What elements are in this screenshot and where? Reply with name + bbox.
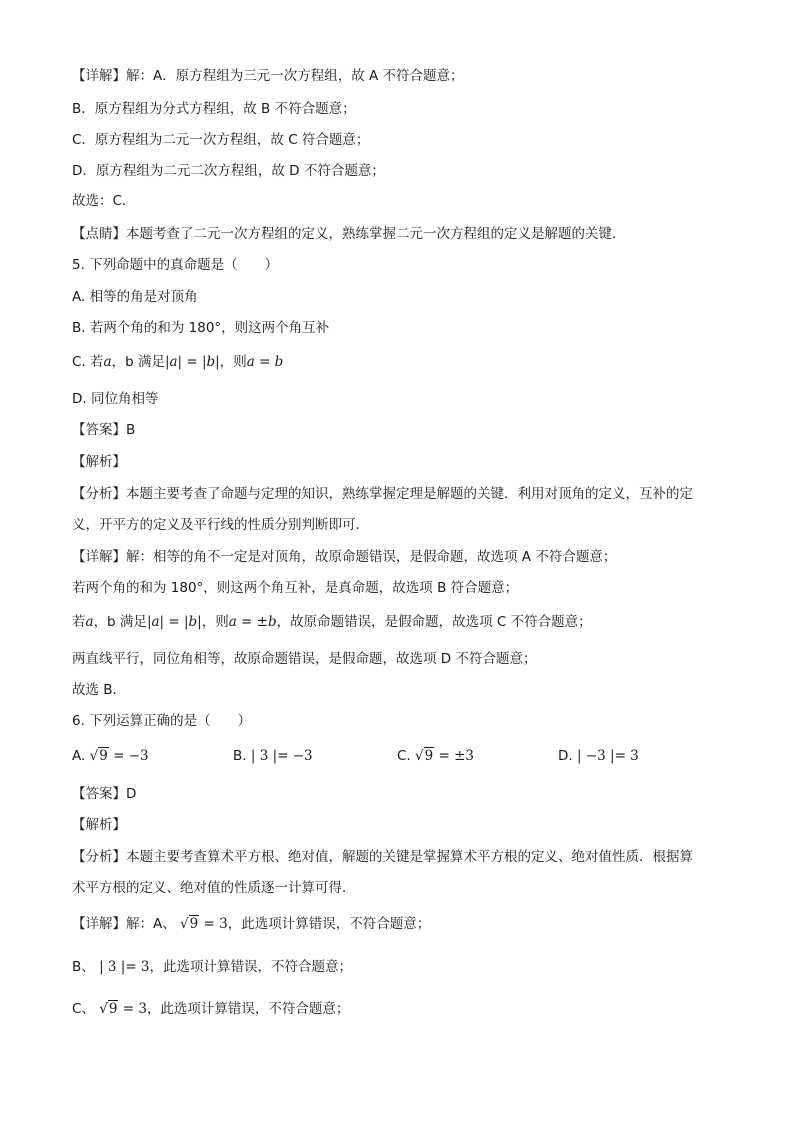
choice-line: 故选：C． (72, 193, 136, 209)
question-6-option-c: C. √9 = ±3 (397, 748, 475, 764)
analysis-5-line-2: 义，开平方的定义及平行线的性质分别判断即可． (72, 517, 369, 533)
question-5-option-c: C. 若a，b 满足|a| = |b|，则a = b (72, 354, 284, 370)
solution-line-b: B．原方程组为分式方程组，故 B 不符合题意； (72, 101, 356, 117)
detail-5-line-4: 两直线平行，同位角相等，故原命题错误，是假命题，故选项 D 不符合题意； (72, 651, 537, 667)
analysis-6-line-1: 【分析】本题主要考查算术平方根、绝对值，解题的关键是掌握算术平方根的定义、绝对值性质．根据算 (72, 849, 693, 865)
question-5-stem: 5. 下列命题中的真命题是（ ） (72, 257, 279, 273)
detail-5-line-5: 故选 B． (72, 682, 127, 698)
analysis-heading-5: 【解析】 (72, 454, 126, 470)
remark-line: 【点睛】本题考查了二元一次方程组的定义，熟练掌握二元一次方程组的定义是解题的关键． (72, 226, 626, 242)
detail-5-line-3: 若a，b 满足|a| = |b|，则a = ±b，故原命题错误，是假命题，故选项 C 不符合题意； (72, 614, 592, 630)
sqrt-symbol: √9 (415, 748, 434, 764)
solution-line-a: 【详解】解：A．原方程组为三元一次方程组，故 A 不符合题意； (72, 68, 464, 84)
analysis-6-line-2: 术平方根的定义、绝对值的性质逐一计算可得． (72, 880, 356, 896)
question-6-option-d: D. | −3 |= 3 (558, 748, 639, 764)
answer-6: 【答案】D (72, 786, 137, 802)
sqrt-symbol: √9 (89, 748, 108, 764)
detail-6-line-2: B、 | 3 |= 3，此选项计算错误，不符合题意； (72, 959, 353, 975)
sqrt-symbol: √9 (99, 1001, 118, 1017)
question-6-stem: 6. 下列运算正确的是（ ） (72, 713, 252, 729)
analysis-heading-6: 【解析】 (72, 817, 126, 833)
detail-6-line-3: C、 √9 = 3，此选项计算错误，不符合题意； (72, 1001, 350, 1017)
detail-6-line-1: 【详解】解：A、 √9 = 3，此选项计算错误，不符合题意； (72, 916, 431, 932)
analysis-5-line-1: 【分析】本题主要考查了命题与定理的知识，熟练掌握定理是解题的关键．利用对顶角的定义，互补的定 (72, 486, 693, 502)
detail-5-line-1: 【详解】解：相等的角不一定是对顶角，故原命题错误，是假命题，故选项 A 不符合题意； (72, 549, 617, 565)
solution-line-c: C．原方程组为二元一次方程组，故 C 符合题意； (72, 132, 370, 148)
solution-line-d: D．原方程组为二元二次方程组，故 D 不符合题意； (72, 163, 385, 179)
question-6-option-a: A. √9 = −3 (72, 748, 149, 764)
sqrt-symbol: √9 (180, 916, 199, 932)
question-5-option-d: D. 同位角相等 (72, 391, 159, 407)
question-5-option-a: A. 相等的角是对顶角 (72, 289, 198, 305)
answer-5: 【答案】B (72, 422, 136, 438)
question-5-option-b: B. 若两个角的和为 180°，则这两个角互补 (72, 320, 330, 336)
detail-5-line-2: 若两个角的和为 180°，则这两个角互补，是真命题，故选项 B 符合题意； (72, 580, 519, 596)
question-6-option-b: B. | 3 |= −3 (233, 748, 313, 764)
